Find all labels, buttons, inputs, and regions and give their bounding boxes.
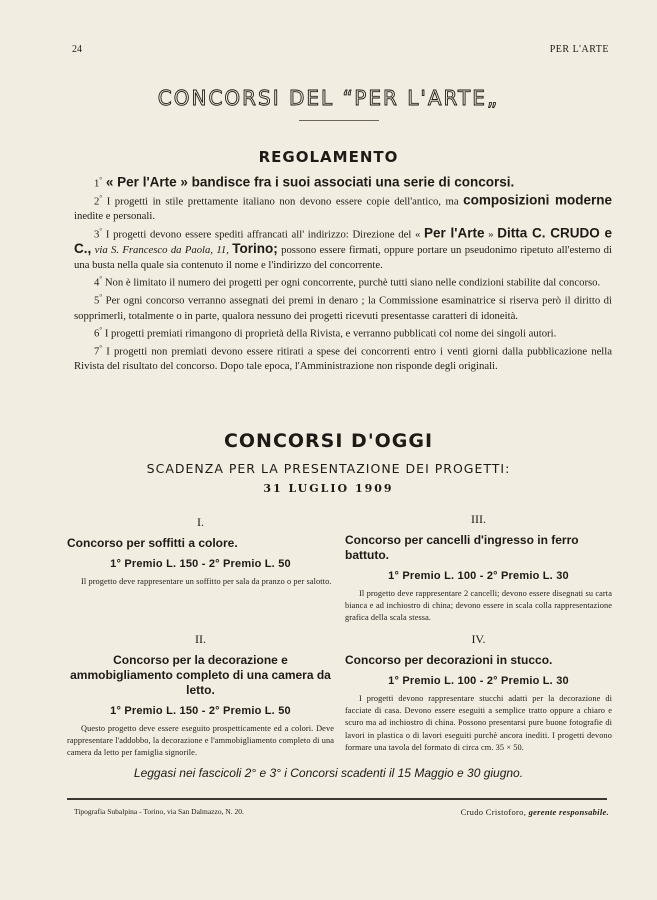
rule-4: 4° Non è limitato il numero dei progetti per ogni concorrente, purchè tutti siano nelle condizioni stabilite dal concorso. (94, 275, 601, 289)
rule-1: 1° « Per l'Arte » bandisce fra i suoi associati una serie di concorsi. (94, 174, 515, 190)
contest-3 (345, 512, 612, 625)
contest-prizes: 1° Premio L. 100 - 2° Premio L. 30 (388, 570, 569, 582)
rule-5: 5° Per ogni concorso verranno assegnati dei premi in denaro ; la Commissione esaminatrice si riserva però il diritto di sopprimerli, totalmente o in parte, qualora nessuno dei progetti ricevuti presentasse caratteri di idoneità. (74, 293, 612, 322)
regolamento-body (74, 173, 612, 374)
contest-title: Concorso per soffitti a colore. (67, 536, 238, 550)
contest-1 (67, 515, 334, 588)
rule-7: 7° I progetti non premiati devono essere ritirati a spese dei concorrenti entro i venti giorni dalla pubblicazione nella Rivista del risultato del concorso. Dopo tale epoca, l'Amministrazione non risponde degli originali. (74, 344, 612, 373)
contest-prizes: 1° Premio L. 150 - 2° Premio L. 50 (110, 705, 291, 717)
manager-credit (461, 807, 609, 817)
contest-numeral: II. (195, 632, 206, 646)
contest-numeral: IV. (471, 632, 486, 646)
title-divider (299, 120, 379, 121)
contest-description: I progetti devono rappresentare stucchi adatti per la decorazione di facciate di casa. Devono essere eseguiti a semplice tratto oppure a chiaro e scuro ma ad inchiostro di china. Possono presentarsi pure buone fotografie di lavori in plastica o di lavori eseguiti purchè ancora inediti. I progetti devono formare una tavola del formato di circa cm. 35 × 50. (345, 694, 612, 752)
contest-description: Il progetto deve rappresentare 2 cancelli; devono essere disegnati su carta bianca e ad inchiostro di china; devono essere in scala colla rappresentazione grafica della scala stessa. (345, 589, 612, 623)
printer-credit: Tipografia Subalpina - Torino, via San Dalmazzo, N. 20. (74, 807, 244, 816)
page-number: 24 (72, 44, 82, 55)
contest-numeral: I. (197, 515, 204, 529)
manager-name: Crudo Cristoforo, (460, 807, 527, 817)
page-header (72, 44, 609, 58)
contest-prizes: 1° Premio L. 100 - 2° Premio L. 30 (388, 675, 569, 687)
contest-title: Concorso per la decorazione e ammobigliamento completo di una camera da letto. (70, 653, 331, 697)
rule-3: 3° I progetti devono essere spediti affrancati all' indirizzo: Direzione del « Per l'Arte » Ditta C. CRUDO e C., via S. Francesco da Paola, 11, Torino; possono essere firmati, oppure portare un pseudonimo ripetuto all'esterno di una busta nella quale sia contenuto il nome e l'indirizzo del concorrente. (74, 225, 612, 271)
contest-2 (67, 632, 334, 760)
footnote: Leggasi nei fascicoli 2° e 3° i Concorsi scadenti il 15 Maggio e 30 giugno. (133, 766, 524, 780)
contest-title: Concorso per decorazioni in stucco. (345, 653, 553, 667)
contest-4 (345, 632, 612, 754)
contest-prizes: 1° Premio L. 150 - 2° Premio L. 50 (110, 558, 291, 570)
contest-title: Concorso per cancelli d'ingresso in ferro battuto. (345, 533, 579, 562)
footer-divider (67, 798, 607, 800)
regolamento-title: REGOLAMENTO (258, 148, 399, 166)
concorsi-oggi-title: CONCORSI D'OGGI (223, 430, 434, 452)
deadline-label: SCADENZA PER LA PRESENTAZIONE DEI PROGETTI: (146, 461, 511, 476)
rule-2: 2° I progetti in stile prettamente italiano non devono essere copie dell'antico, ma composizioni moderne inedite e personali. (74, 192, 612, 223)
contest-description: Il progetto deve rappresentare un soffitto per sala da pranzo o per salotto. (81, 577, 332, 586)
contest-description: Questo progetto deve essere eseguito prospetticamente ed a colori. Deve rappresentare l'addobbo, la decorazione e l'ammobigliamento completo di una camera da letto per famiglia signorile. (67, 724, 334, 758)
contest-numeral: III. (471, 512, 486, 526)
main-title: CONCORSI DEL “PER L'ARTE„ (157, 86, 500, 110)
running-head: PER L'ARTE (549, 44, 609, 55)
colophon (74, 807, 609, 819)
rule-6: 6° I progetti premiati rimangono di proprietà della Rivista, e verranno pubblicati col nome dei singoli autori. (94, 326, 557, 340)
manager-role: gerente responsabile. (528, 807, 609, 817)
deadline-date: 31 LUGLIO 1909 (263, 482, 394, 495)
